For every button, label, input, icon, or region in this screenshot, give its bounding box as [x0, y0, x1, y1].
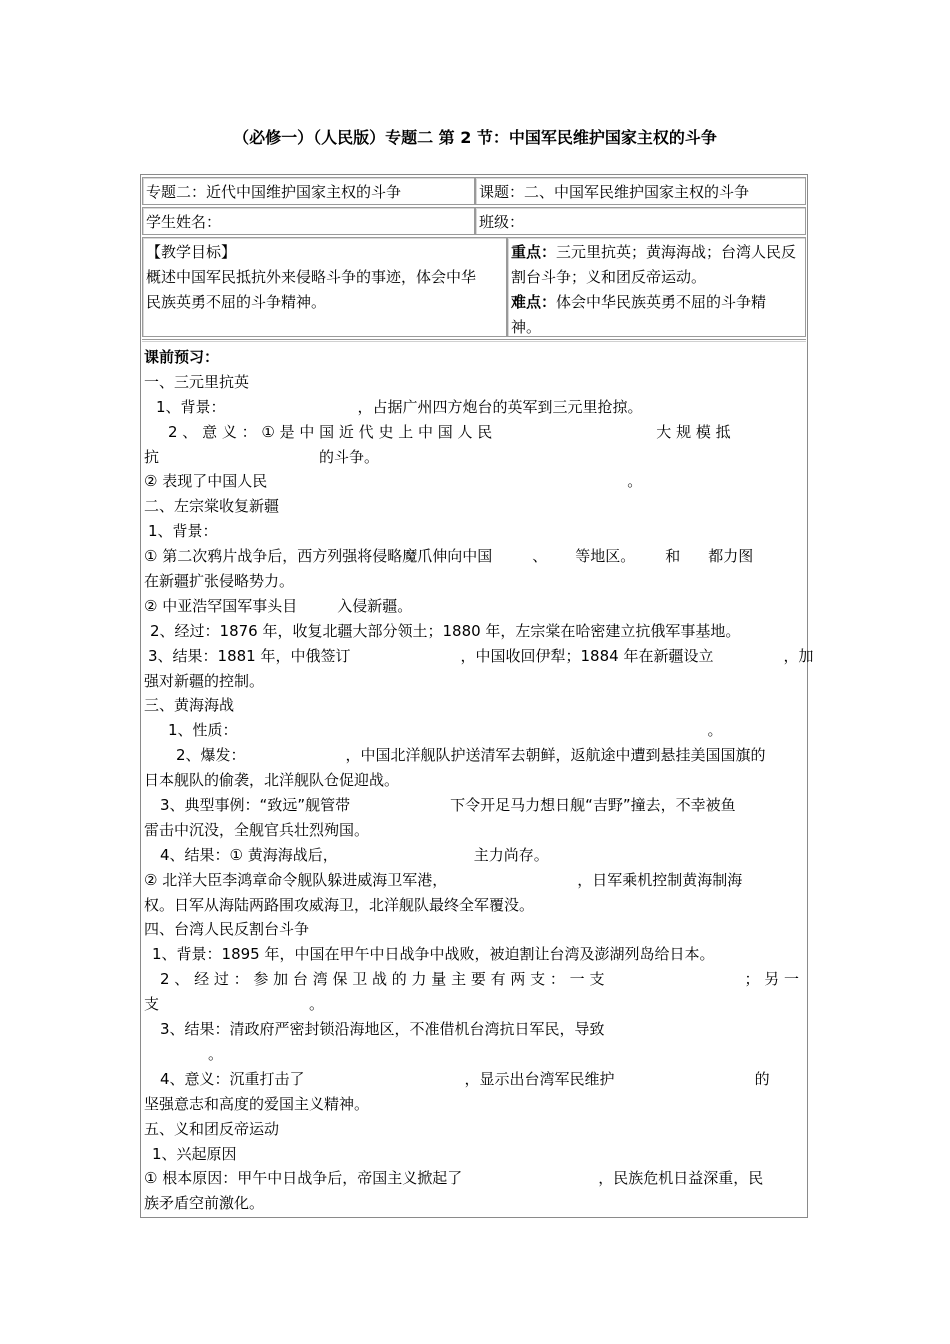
text-span: 抗: [144, 447, 160, 466]
text-line: [144, 395, 806, 420]
text-span: 1、性质：: [168, 721, 238, 740]
text-span: 、: [532, 547, 548, 566]
text-line: 3、结果：清政府严密封锁沿海地区，不准借机台湾抗日军民，导致: [160, 1020, 605, 1039]
text-span: 。: [309, 995, 325, 1014]
text-span: 等地区。: [575, 547, 636, 566]
text-line: [144, 868, 806, 893]
difficult-points-label: 难点：: [511, 293, 557, 311]
key-difficult-cell: [507, 237, 806, 337]
text-line: 1、兴起原因: [152, 1144, 237, 1163]
text-span: 。: [707, 721, 723, 740]
text-line: [144, 992, 806, 1017]
class-label: 班级：: [479, 213, 525, 231]
text-line: [144, 445, 806, 470]
text-span: 2 、 意 义 ： ① 是 中 国 近 代 史 上 中 国 人 民: [168, 422, 493, 441]
preview-content: [144, 345, 814, 1216]
text-line: [144, 469, 806, 494]
text-span: ，民族危机日益深重，民: [598, 1169, 764, 1188]
text-line: [144, 793, 806, 818]
text-span: 和: [665, 547, 681, 566]
text-span: ，日军乘机控制黄海制海: [577, 870, 743, 889]
difficult-points-line1: 体会中华民族英勇不屈的斗争精: [556, 293, 767, 311]
text-span: 主力尚存。: [473, 845, 549, 864]
text-span: 支: [144, 995, 160, 1014]
text-span: ② 北洋大臣李鸿章命令舰队躲进威海卫军港，: [144, 870, 448, 889]
teaching-goals-line2: 民族英勇不屈的斗争精神。: [146, 293, 327, 311]
preview-heading: 课前预习：: [144, 348, 220, 366]
topic-text: 专题二：近代中国维护国家主权的斗争: [146, 183, 402, 201]
text-span: ，中国北洋舰队护送清军去朝鲜，返航途中遭到悬挂美国国旗的: [345, 746, 766, 765]
text-line: 。: [208, 1044, 224, 1063]
text-span: 2 、 经 过 ： 参 加 台 湾 保 卫 战 的 力 量 主 要 有 两 支 ： 一 支: [160, 970, 605, 989]
text-line: 在新疆扩张侵略势力。: [144, 572, 295, 591]
lesson-cell: [475, 177, 806, 205]
section-heading: 二、左宗棠收复新疆: [144, 497, 280, 516]
text-span: 2、爆发：: [176, 746, 246, 765]
text-line: 1、背景：: [148, 522, 218, 541]
text-line: [144, 1067, 806, 1092]
text-span: ① 第二次鸦片战争后，西方列强将侵略魔爪伸向中国: [144, 547, 493, 566]
lesson-text: 课题：二、中国军民维护国家主权的斗争: [479, 183, 750, 201]
text-span: ，加: [783, 646, 814, 665]
text-span: 3、结果：1881 年，中俄签订: [148, 646, 351, 665]
topic-cell: [142, 177, 475, 205]
text-line: [144, 743, 806, 768]
text-line: 权。日军从海陆两路围攻威海卫，北洋舰队最终全军覆没。: [144, 895, 535, 914]
text-span: ，显示出台湾军民维护: [464, 1069, 615, 1088]
key-points-line2: 割台斗争；义和团反帝运动。: [511, 268, 707, 286]
student-name-cell: [142, 207, 475, 235]
teaching-goals-cell: [142, 237, 507, 337]
text-line: [144, 843, 806, 868]
text-span: ② 表现了中国人民: [144, 472, 268, 491]
text-span: ，占据广州四方炮台的英军到三元里抢掠。: [357, 397, 643, 416]
section-heading: 一、三元里抗英: [144, 372, 250, 391]
section-heading: 三、黄海海战: [144, 696, 235, 715]
text-line: [144, 1166, 806, 1191]
text-line: 雷击中沉没，全舰官兵壮烈殉国。: [144, 820, 370, 839]
text-span: ，中国收回伊犁；1884 年在新疆设立: [460, 646, 714, 665]
text-span: ； 另 一: [744, 970, 799, 989]
text-span: 的: [754, 1069, 770, 1088]
text-line: [144, 718, 806, 743]
teaching-goals-heading: 【教学目标】: [146, 243, 237, 261]
section-heading: 五、义和团反帝运动: [144, 1119, 280, 1138]
text-span: 4、意义：沉重打击了: [160, 1069, 305, 1088]
text-span: 的斗争。: [319, 447, 380, 466]
text-line: 2、经过：1876 年，收复北疆大部分领土；1880 年，左宗棠在哈密建立抗俄军事基地。: [150, 621, 741, 640]
text-span: ② 中亚浩罕国军事头目: [144, 596, 298, 615]
text-line: [144, 420, 806, 445]
text-span: 。: [627, 472, 643, 491]
text-span: 3、典型事例：“致远”舰管带: [160, 796, 351, 815]
class-cell: [475, 207, 806, 235]
text-line: 族矛盾空前激化。: [144, 1194, 265, 1213]
text-line: 强对新疆的控制。: [144, 671, 265, 690]
text-line: 坚强意志和高度的爱国主义精神。: [144, 1094, 370, 1113]
text-span: 入侵新疆。: [337, 596, 413, 615]
text-line: [144, 644, 814, 669]
text-span: 下令开足马力想日舰“吉野”撞去，不幸被鱼: [450, 796, 736, 815]
text-line: 1、背景：1895 年，中国在甲午中日战争中战败，被迫割让台湾及澎湖列岛给日本。: [152, 945, 715, 964]
key-points-line1: 三元里抗英；黄海海战；台湾人民反: [556, 243, 797, 261]
text-line: [144, 594, 806, 619]
section-heading: 四、台湾人民反割台斗争: [144, 920, 310, 939]
text-span: 1、背景：: [156, 397, 226, 416]
text-line: 日本舰队的偷袭，北洋舰队仓促迎战。: [144, 771, 400, 790]
difficult-points-line2: 神。: [511, 318, 542, 336]
key-points-label: 重点：: [511, 243, 557, 261]
teaching-goals-line1: 概述中国军民抵抗外来侵略斗争的事迹，体会中华: [146, 268, 477, 286]
section-divider: [142, 339, 806, 342]
text-line: [144, 544, 806, 569]
student-name-label: 学生姓名：: [146, 213, 222, 231]
document-title: （必修一）（人民版）专题二 第 2 节：中国军民维护国家主权的斗争: [233, 128, 717, 147]
text-span: ① 根本原因：甲午中日战争后，帝国主义掀起了: [144, 1169, 463, 1188]
text-span: 4、结果：① 黄海海战后，: [160, 845, 338, 864]
text-line: [144, 967, 806, 992]
text-span: 都力图: [708, 547, 754, 566]
text-span: 大 规 模 抵: [656, 422, 731, 441]
